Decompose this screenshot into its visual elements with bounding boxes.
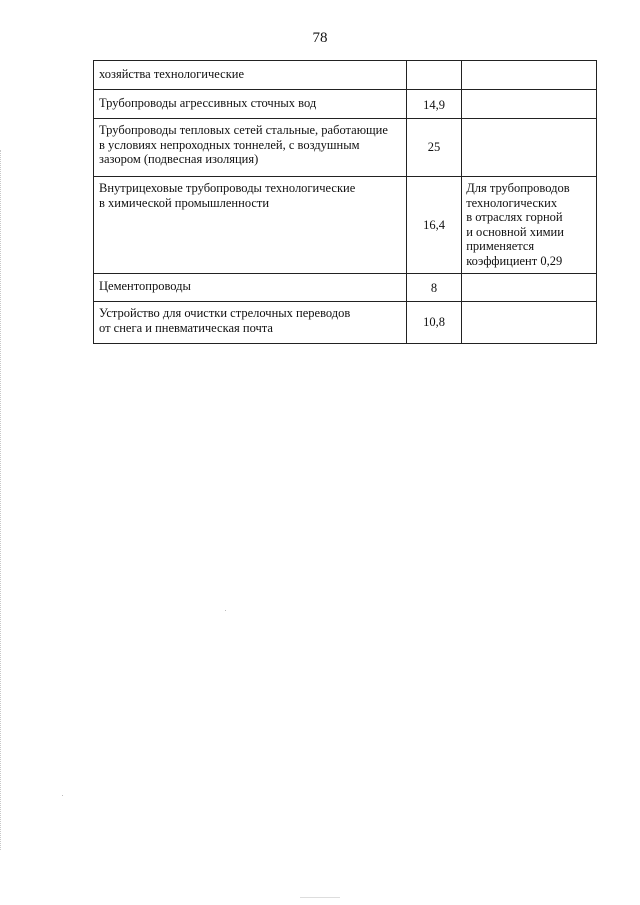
row-name: Устройство для очистки стрелочных переводов от снега и пневматическая почта	[94, 302, 407, 344]
table-row	[94, 90, 597, 119]
row-note	[462, 90, 597, 119]
row-note	[462, 61, 597, 90]
scan-speck	[225, 610, 226, 611]
table-row	[94, 274, 597, 302]
row-value: 25	[406, 119, 461, 177]
row-name: хозяйства технологические	[94, 61, 407, 90]
scan-speck	[300, 897, 340, 898]
row-note	[462, 302, 597, 344]
scan-edge-marks	[0, 150, 3, 850]
row-value: 16,4	[406, 177, 461, 274]
table-row	[94, 61, 597, 90]
row-value: 10,8	[406, 302, 461, 344]
row-name: Внутрицеховые трубопроводы технологические в химической промышленности	[94, 177, 407, 274]
row-note	[462, 119, 597, 177]
row-value: 14,9	[406, 90, 461, 119]
row-note: Для трубопроводов технологических в отраслях горной и основной химии применяется коэффициент 0,29	[462, 177, 597, 274]
row-value	[406, 61, 461, 90]
row-note	[462, 274, 597, 302]
table-row	[94, 177, 597, 274]
row-value: 8	[406, 274, 461, 302]
scan-speck	[62, 795, 63, 796]
row-name: Трубопроводы агрессивных сточных вод	[94, 90, 407, 119]
depreciation-norms-table	[93, 60, 597, 344]
row-name: Цементопроводы	[94, 274, 407, 302]
row-name: Трубопроводы тепловых сетей стальные, работающие в условиях непроходных тоннелей, с воздушным зазором (подвесная изоляция)	[94, 119, 407, 177]
table-row	[94, 119, 597, 177]
table-row	[94, 302, 597, 344]
page-number: 78	[312, 30, 328, 46]
